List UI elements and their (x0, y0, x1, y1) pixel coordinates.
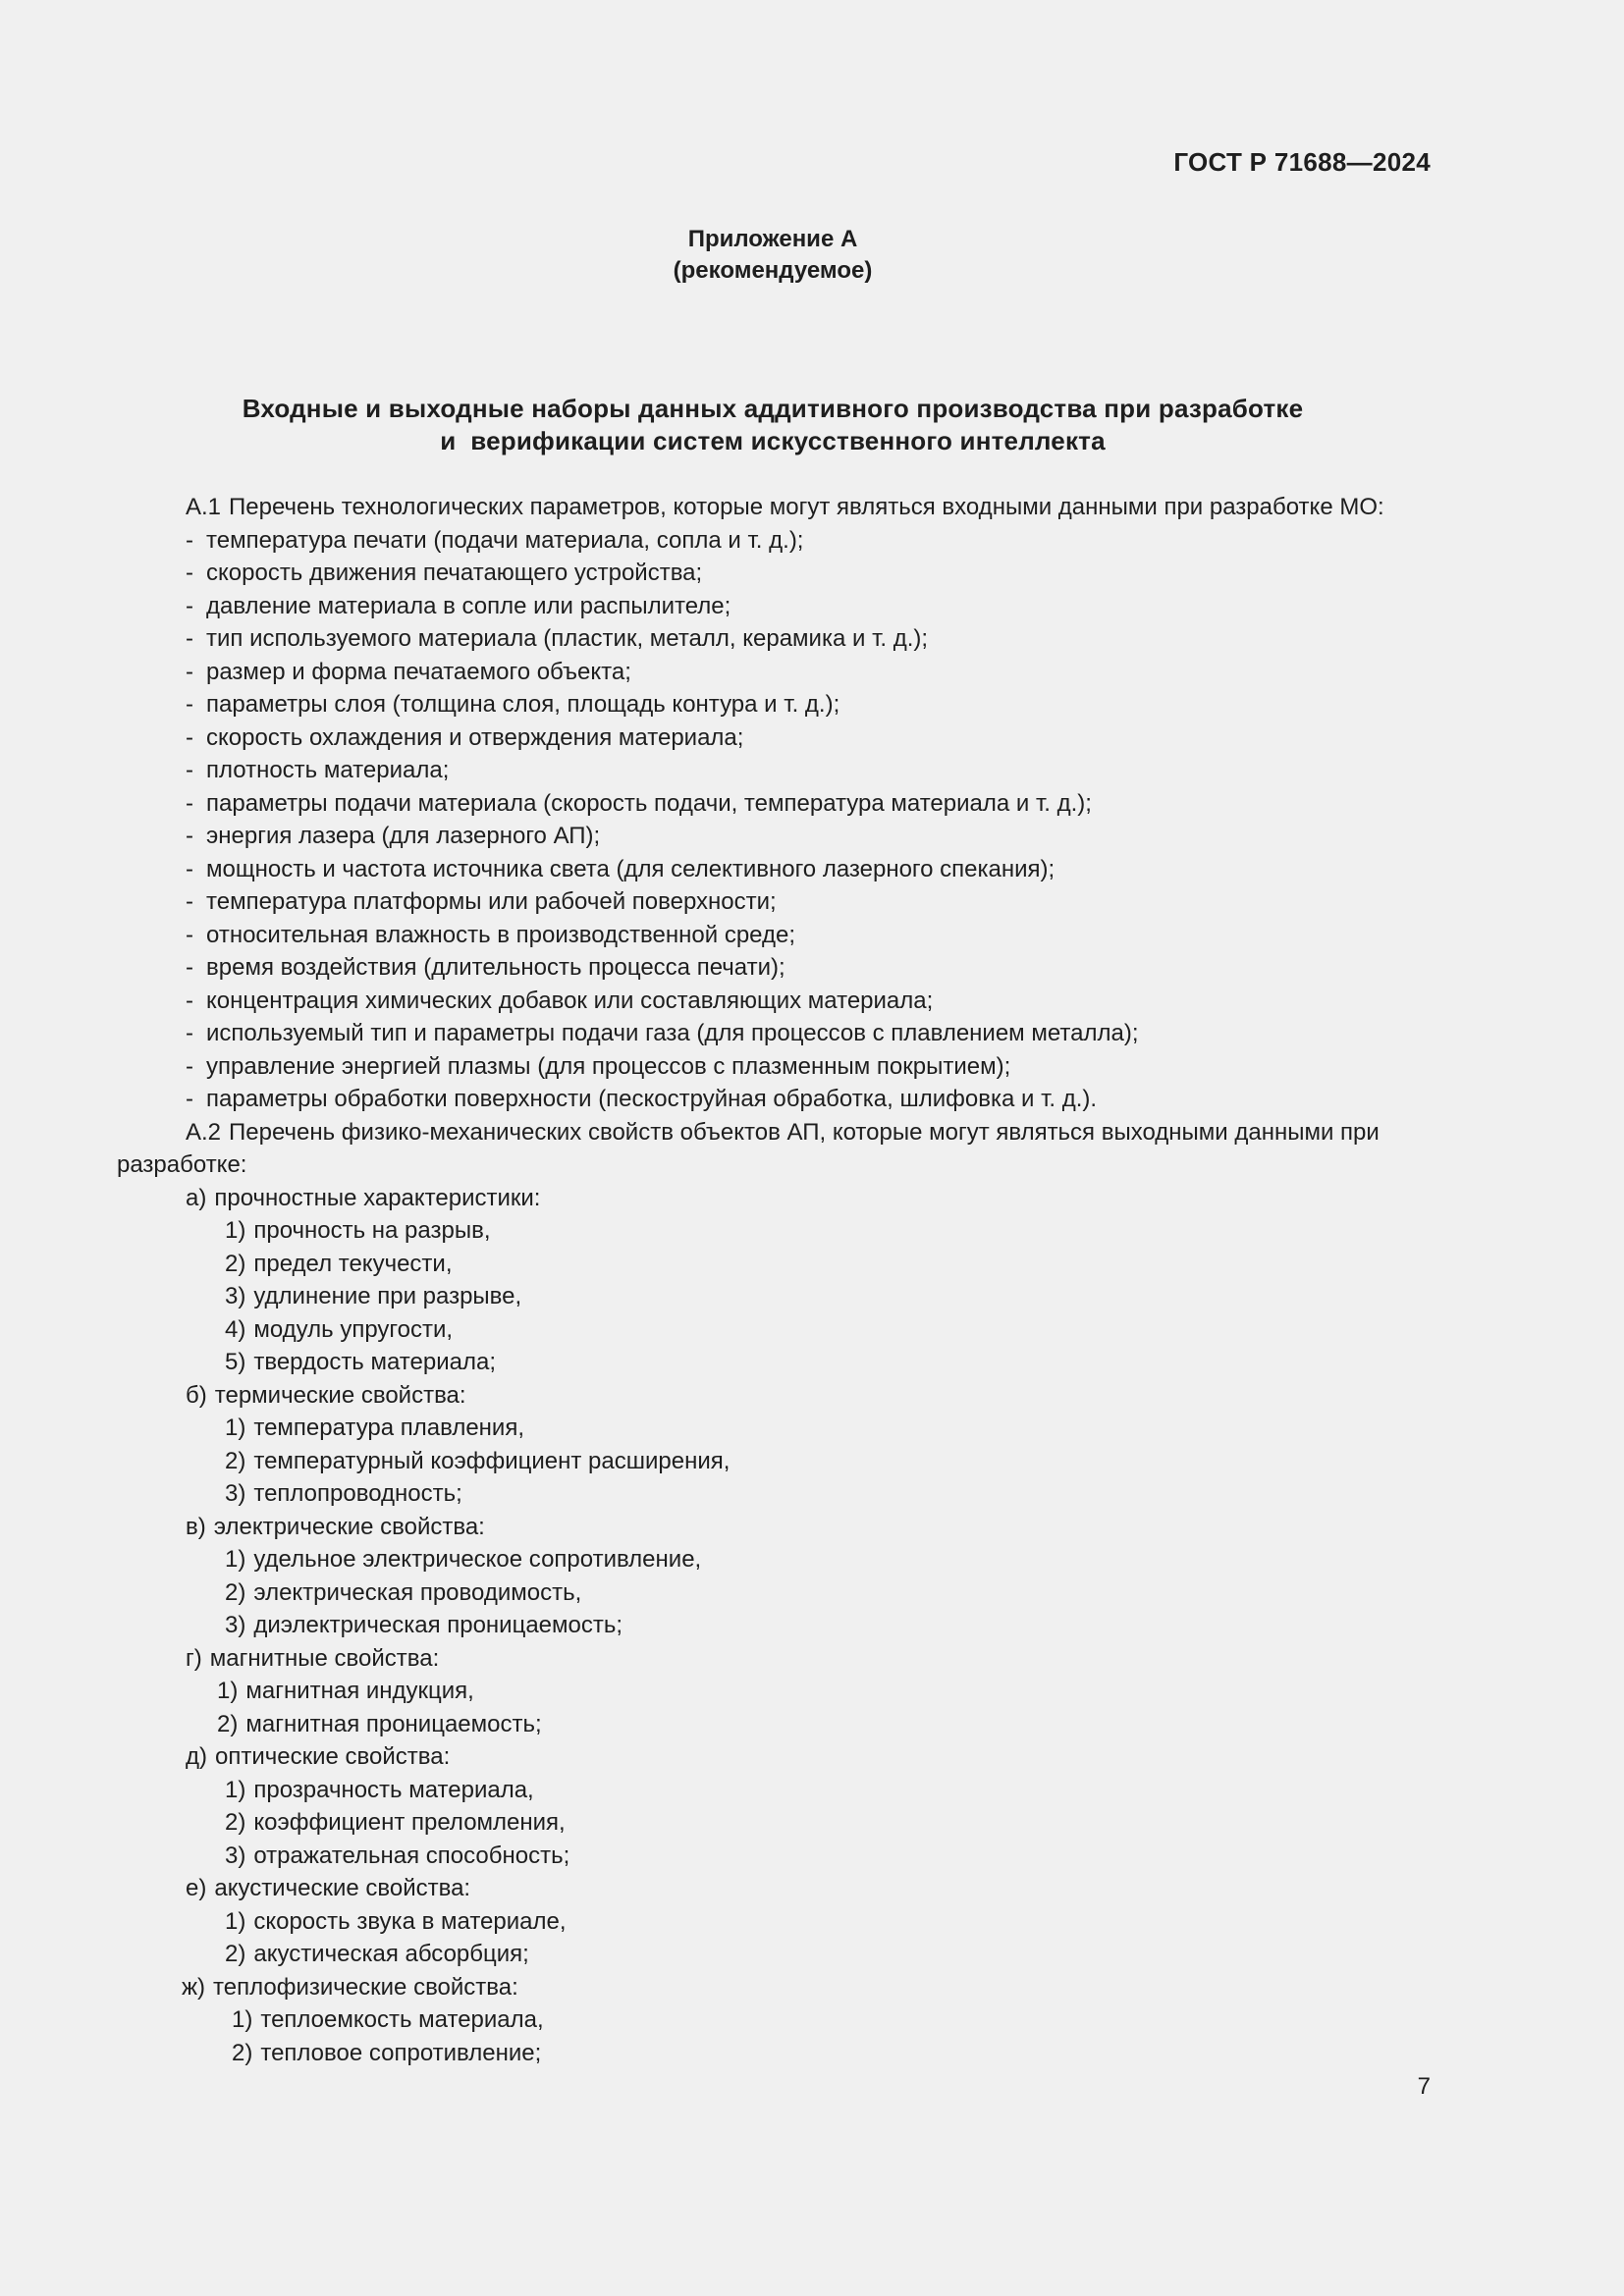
list-item (117, 688, 1431, 721)
dash-marker: - (186, 691, 193, 718)
list-item-text: давление материала в сопле или распылителе; (206, 592, 731, 619)
list-item (117, 1445, 1431, 1478)
list-item (117, 1708, 1431, 1741)
list-item (117, 1346, 1431, 1379)
list-item (117, 1280, 1431, 1313)
list-item-text: размер и форма печатаемого объекта; (206, 658, 631, 685)
list-item-text: электрическая проводимость, (253, 1578, 582, 1606)
list-item-text: концентрация химических добавок или составляющих материала; (206, 987, 934, 1014)
section-text: Перечень технологических параметров, которые могут являться входными данными при разработке МО: (229, 494, 1384, 520)
list-item-text: управление энергией плазмы (для процессов с плазменным покрытием); (206, 1052, 1011, 1080)
page-title (187, 393, 1359, 457)
group-title: магнитные свойства: (209, 1644, 440, 1672)
list-item (117, 1412, 1431, 1445)
item-number: 2) (225, 1578, 246, 1606)
group-title: электрические свойства: (213, 1513, 485, 1540)
group-heading (117, 1971, 1431, 2004)
dash-marker: - (186, 723, 193, 751)
dash-marker: - (186, 592, 193, 619)
item-number: 2) (225, 1941, 246, 1967)
group-heading (117, 1642, 1431, 1676)
list-item (117, 1313, 1431, 1347)
list-item-text: теплопроводность; (253, 1480, 462, 1507)
list-item-text: параметры слоя (толщина слоя, площадь контура и т. д.); (206, 691, 840, 718)
standard-number: ГОСТ Р 71688—2024 (1173, 147, 1431, 177)
list-item-text: параметры подачи материала (скорость подачи, температура материала и т. д.); (206, 789, 1092, 817)
list-item-text: мощность и частота источника света (для селективного лазерного спекания); (206, 855, 1056, 882)
dash-marker: - (186, 560, 193, 586)
list-item-text: диэлектрическая проницаемость; (253, 1612, 623, 1638)
item-number: 3) (225, 1283, 246, 1309)
list-item-text: скорость звука в материале, (253, 1907, 567, 1935)
list-item-text: твердость материала; (253, 1349, 496, 1375)
title-line-1: Входные и выходные наборы данных аддитивного производства при разработке (242, 394, 1304, 423)
list-item-text: температура печати (подачи материала, сопла и т. д.); (206, 526, 804, 554)
group-heading (117, 1379, 1431, 1413)
list-item-text: акустическая абсорбция; (253, 1941, 529, 1967)
group-letter: а) (186, 1184, 207, 1211)
appendix-status: (рекомендуемое) (673, 257, 873, 284)
list-item (117, 1214, 1431, 1248)
list-item-text: теплоемкость материала, (260, 2006, 544, 2033)
list-item (117, 2003, 1431, 2037)
appendix-label: Приложение А (687, 226, 858, 252)
list-item-text: магнитная проницаемость; (245, 1710, 542, 1737)
list-item-text: относительная влажность в производственной среде; (206, 921, 795, 948)
group-heading (117, 1872, 1431, 1905)
page-number: 7 (1417, 2073, 1431, 2100)
list-item (117, 985, 1431, 1018)
item-number: 3) (225, 1842, 246, 1869)
item-number: 2) (232, 2039, 253, 2066)
group-letter: е) (186, 1875, 207, 1901)
list-item-text: время воздействия (длительность процесса печати); (206, 954, 785, 981)
group-title: акустические свойства: (214, 1875, 471, 1901)
dash-marker: - (186, 888, 193, 915)
section-marker: А.1 (186, 494, 222, 520)
list-item-text: тепловое сопротивление; (260, 2039, 542, 2066)
item-number: 1) (225, 1907, 246, 1935)
list-item-text: температурный коэффициент расширения, (253, 1447, 731, 1474)
list-item-text: температура плавления, (253, 1415, 525, 1441)
list-item (117, 721, 1431, 755)
list-item (117, 557, 1431, 590)
item-number: 3) (225, 1612, 246, 1638)
list-item (117, 1083, 1431, 1116)
list-item (117, 656, 1431, 689)
dash-marker: - (186, 987, 193, 1014)
section-a2-intro (117, 1116, 1431, 1149)
list-item-text: предел текучести, (253, 1250, 453, 1277)
list-item-text: температура платформы или рабочей поверхности; (206, 888, 777, 915)
dash-marker: - (186, 855, 193, 882)
list-item-text: отражательная способность; (253, 1842, 570, 1869)
section-text: Перечень физико-механических свойств объектов АП, которые могут являться выходными данными при (229, 1118, 1380, 1146)
list-item (117, 1905, 1431, 1939)
list-item (117, 951, 1431, 985)
list-item (117, 754, 1431, 787)
list-item (117, 919, 1431, 952)
dash-marker: - (186, 954, 193, 981)
parameter-list (117, 524, 1431, 1116)
list-item (117, 1477, 1431, 1511)
item-number: 1) (225, 1546, 246, 1573)
group-title: прочностные характеристики: (214, 1184, 541, 1211)
group-title: теплофизические свойства: (213, 1973, 518, 2001)
list-item-text: скорость охлаждения и отверждения материала; (206, 723, 744, 751)
item-number: 1) (225, 1415, 246, 1441)
group-letter: д) (186, 1743, 207, 1770)
appendix-heading (0, 224, 1545, 287)
list-item (117, 1248, 1431, 1281)
list-item (117, 1806, 1431, 1840)
list-item-text: прочность на разрыв, (253, 1217, 491, 1244)
list-item (117, 590, 1431, 623)
list-item (117, 524, 1431, 558)
list-item-text: параметры обработки поверхности (пескоструйная обработка, шлифовка и т. д.). (206, 1086, 1098, 1112)
list-item (117, 1017, 1431, 1050)
list-item (117, 1609, 1431, 1642)
list-item (117, 787, 1431, 821)
dash-marker: - (186, 757, 193, 783)
list-item-text: магнитная индукция, (245, 1678, 474, 1704)
item-number: 1) (225, 1217, 246, 1244)
list-item-text: плотность материала; (206, 757, 450, 783)
list-item (117, 1840, 1431, 1873)
group-letter: б) (186, 1381, 207, 1409)
section-a2-continuation: разработке: (117, 1151, 247, 1178)
list-item-text: тип используемого материала (пластик, металл, керамика и т. д.); (206, 625, 929, 652)
document-body (117, 491, 1431, 2069)
list-item (117, 820, 1431, 853)
dash-marker: - (186, 658, 193, 685)
item-number: 2) (217, 1710, 239, 1737)
section-marker: А.2 (186, 1118, 222, 1146)
group-heading (117, 1182, 1431, 1215)
item-number: 1) (217, 1678, 239, 1704)
group-heading (117, 1511, 1431, 1544)
dash-marker: - (186, 823, 193, 849)
group-letter: ж) (182, 1973, 206, 2001)
item-number: 3) (225, 1480, 246, 1507)
list-item (117, 622, 1431, 656)
group-letter: в) (186, 1513, 206, 1540)
dash-marker: - (186, 1052, 193, 1080)
list-item-text: модуль упругости, (253, 1315, 454, 1343)
list-item-text: коэффициент преломления, (253, 1809, 566, 1836)
item-number: 1) (225, 1776, 246, 1803)
item-number: 2) (225, 1447, 246, 1474)
list-item (117, 853, 1431, 886)
dash-marker: - (186, 526, 193, 554)
item-number: 1) (232, 2006, 253, 2033)
group-title: оптические свойства: (215, 1743, 451, 1770)
list-item (117, 1675, 1431, 1708)
property-groups (117, 1182, 1431, 2070)
dash-marker: - (186, 1020, 193, 1046)
list-item-text: прозрачность материала, (253, 1776, 534, 1803)
item-number: 5) (225, 1349, 246, 1375)
dash-marker: - (186, 625, 193, 652)
dash-marker: - (186, 1086, 193, 1112)
list-item-text: удельное электрическое сопротивление, (253, 1546, 702, 1573)
list-item (117, 1938, 1431, 1971)
title-line-2: и верификации систем искусственного интеллекта (440, 426, 1106, 455)
list-item-text: используемый тип и параметры подачи газа (для процессов с плавлением металла); (206, 1020, 1139, 1046)
group-letter: г) (186, 1644, 202, 1672)
list-item (117, 1576, 1431, 1610)
list-item (117, 885, 1431, 919)
item-number: 4) (225, 1315, 246, 1343)
list-item-text: энергия лазера (для лазерного АП); (206, 823, 601, 849)
item-number: 2) (225, 1809, 246, 1836)
list-item (117, 1543, 1431, 1576)
list-item (117, 1050, 1431, 1084)
group-title: термические свойства: (214, 1381, 466, 1409)
list-item (117, 2037, 1431, 2070)
list-item-text: скорость движения печатающего устройства; (206, 560, 703, 586)
list-item (117, 1774, 1431, 1807)
list-item-text: удлинение при разрыве, (253, 1283, 522, 1309)
group-heading (117, 1740, 1431, 1774)
dash-marker: - (186, 921, 193, 948)
item-number: 2) (225, 1250, 246, 1277)
section-a1-intro (117, 491, 1431, 524)
dash-marker: - (186, 789, 193, 817)
